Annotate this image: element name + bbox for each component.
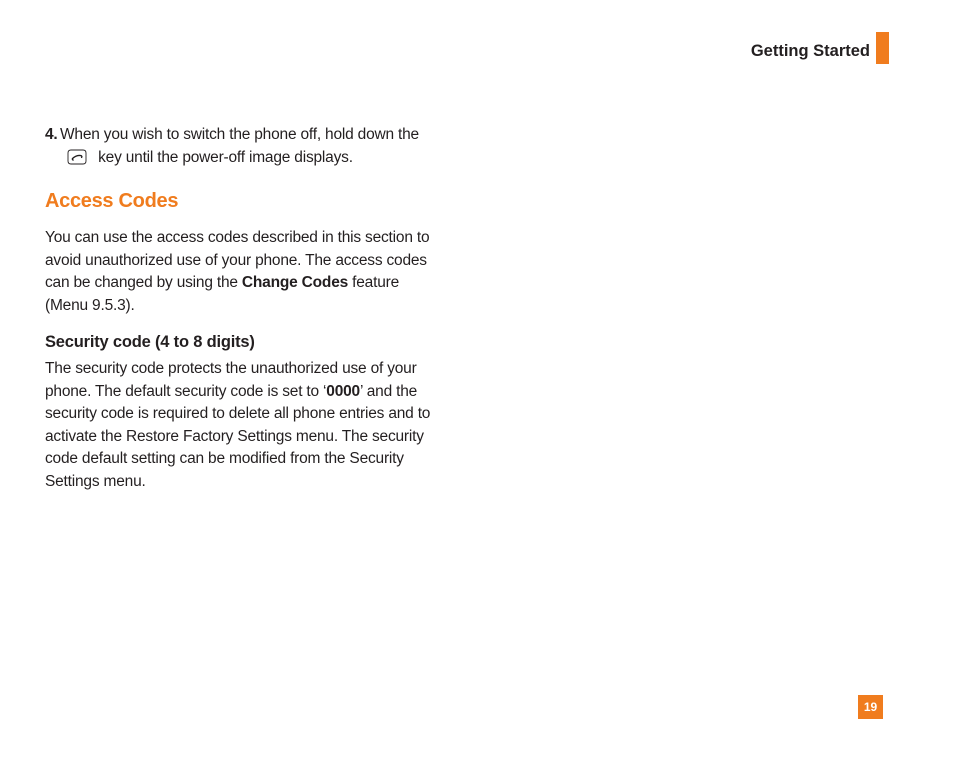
- security-text-2: ’ and the security code is required to delete all phone entries and to activate the Restore Factory Settings menu. The security code default setting can be modified from the Security Settings menu.: [45, 382, 431, 490]
- security-code-heading: Security code (4 to 8 digits): [45, 333, 255, 351]
- header-accent-bar: [876, 32, 889, 64]
- security-text-1: The security code protects the unauthorized use of your phone. The default security code is set to ‘: [45, 360, 417, 400]
- step-4: [45, 124, 435, 169]
- step-number: 4.: [45, 126, 58, 143]
- step-text-after: key until the power-off image displays.: [98, 148, 353, 166]
- change-codes-term: Change Codes: [241, 274, 349, 291]
- intro-text-2: feature (Menu 9.5.3).: [45, 274, 400, 314]
- access-codes-intro: [45, 227, 435, 317]
- content-column: [45, 124, 435, 493]
- page-number: 19: [858, 695, 883, 719]
- default-code-value: 0000: [326, 382, 360, 400]
- security-code-paragraph: [45, 358, 435, 493]
- intro-text-1: You can use the access codes described in this section to avoid unauthorized use of your phone. The access codes can be changed by using the: [45, 229, 430, 291]
- step-text-before: When you wish to switch the phone off, hold down the: [60, 126, 419, 143]
- end-call-key-icon: [66, 148, 88, 166]
- access-codes-heading: Access Codes: [45, 190, 179, 212]
- running-header: Getting Started: [750, 42, 870, 60]
